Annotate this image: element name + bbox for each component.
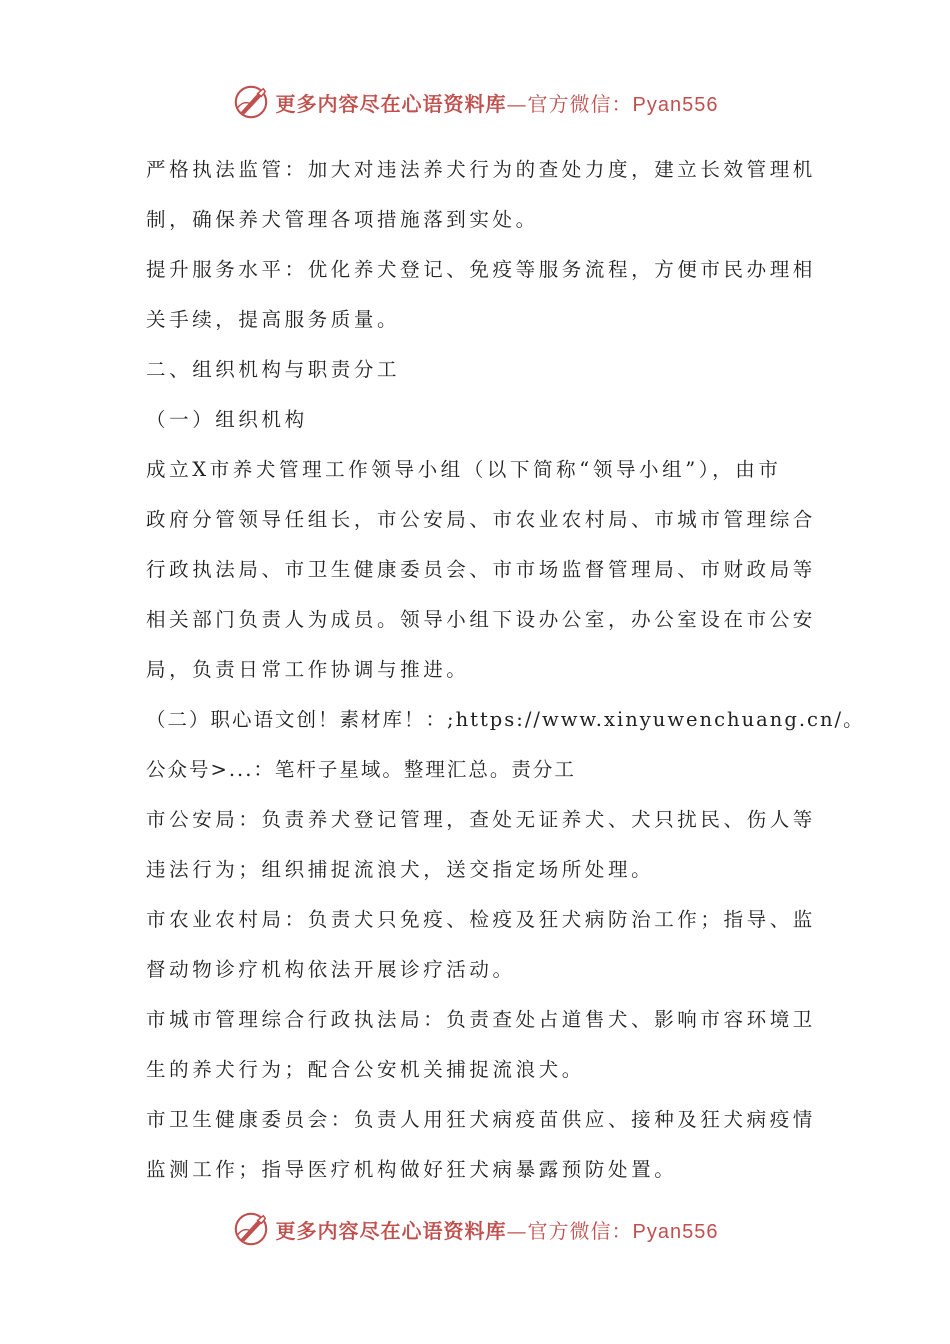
body-line: 政府分管领导任组长，市公安局、市农业农村局、市城市管理综合 xyxy=(146,508,816,531)
footer-banner xyxy=(0,1207,950,1251)
body-line: 监测工作；指导医疗机构做好狂犬病暴露预防处置。 xyxy=(146,1158,678,1181)
header-banner-text xyxy=(276,88,719,117)
body-line: 市农业农村局：负责犬只免疫、检疫及狂犬病防治工作；指导、监 xyxy=(146,908,816,931)
body-line: 行政执法局、市卫生健康委员会、市市场监督管理局、市财政局等 xyxy=(146,558,816,581)
body-line: 市卫生健康委员会：负责人用狂犬病疫苗供应、接种及狂犬病疫情 xyxy=(146,1108,816,1131)
pen-logo-icon xyxy=(232,1210,270,1248)
document-body xyxy=(146,145,865,1195)
footer-brand-text: 更多内容尽在心语资料库 xyxy=(275,1218,507,1243)
body-line: 局，负责日常工作协调与推进。 xyxy=(146,658,470,681)
subsection-heading-with-link: （二）职心语文创！素材库！：;https://www.xinyuwenchuang.cn/。 xyxy=(146,708,865,731)
header-brand-text: 更多内容尽在心语资料库 xyxy=(275,91,507,116)
body-line: 市城市管理综合行政执法局：负责查处占道售犬、影响市容环境卫 xyxy=(146,1008,816,1031)
body-line: 关手续，提高服务质量。 xyxy=(146,308,401,331)
footer-account-id: Pyan556 xyxy=(632,1220,719,1243)
body-line: 市公安局：负责养犬登记管理，查处无证养犬、犬只扰民、伤人等 xyxy=(146,808,816,831)
body-line: 提升服务水平：优化养犬登记、免疫等服务流程，方便市民办理相 xyxy=(146,258,816,281)
body-line: 公众号>...：笔杆子星域。整理汇总。责分工 xyxy=(146,758,576,781)
section-heading: 二、组织机构与职责分工 xyxy=(146,358,401,381)
header-official-label: 官方微信： xyxy=(527,91,633,116)
subsection-heading: （一）组织机构 xyxy=(146,408,308,431)
footer-official-label: 官方微信： xyxy=(527,1218,633,1243)
pen-logo-icon xyxy=(232,83,270,121)
footer-banner-text xyxy=(276,1215,719,1244)
body-line: 违法行为；组织捕捉流浪犬，送交指定场所处理。 xyxy=(146,858,655,881)
header-banner xyxy=(0,80,950,124)
footer-separator: — xyxy=(506,1218,528,1243)
body-line: 督动物诊疗机构依法开展诊疗活动。 xyxy=(146,958,516,981)
header-account-id: Pyan556 xyxy=(632,93,719,116)
body-line: 成立X市养犬管理工作领导小组（以下简称“领导小组”），由市 xyxy=(146,458,782,481)
body-line: 相关部门负责人为成员。领导小组下设办公室，办公室设在市公安 xyxy=(146,608,816,631)
body-line: 制，确保养犬管理各项措施落到实处。 xyxy=(146,208,539,231)
header-separator: — xyxy=(506,91,528,116)
body-line: 生的养犬行为；配合公安机关捕捉流浪犬。 xyxy=(146,1058,585,1081)
body-line: 严格执法监管：加大对违法养犬行为的查处力度，建立长效管理机 xyxy=(146,158,816,181)
